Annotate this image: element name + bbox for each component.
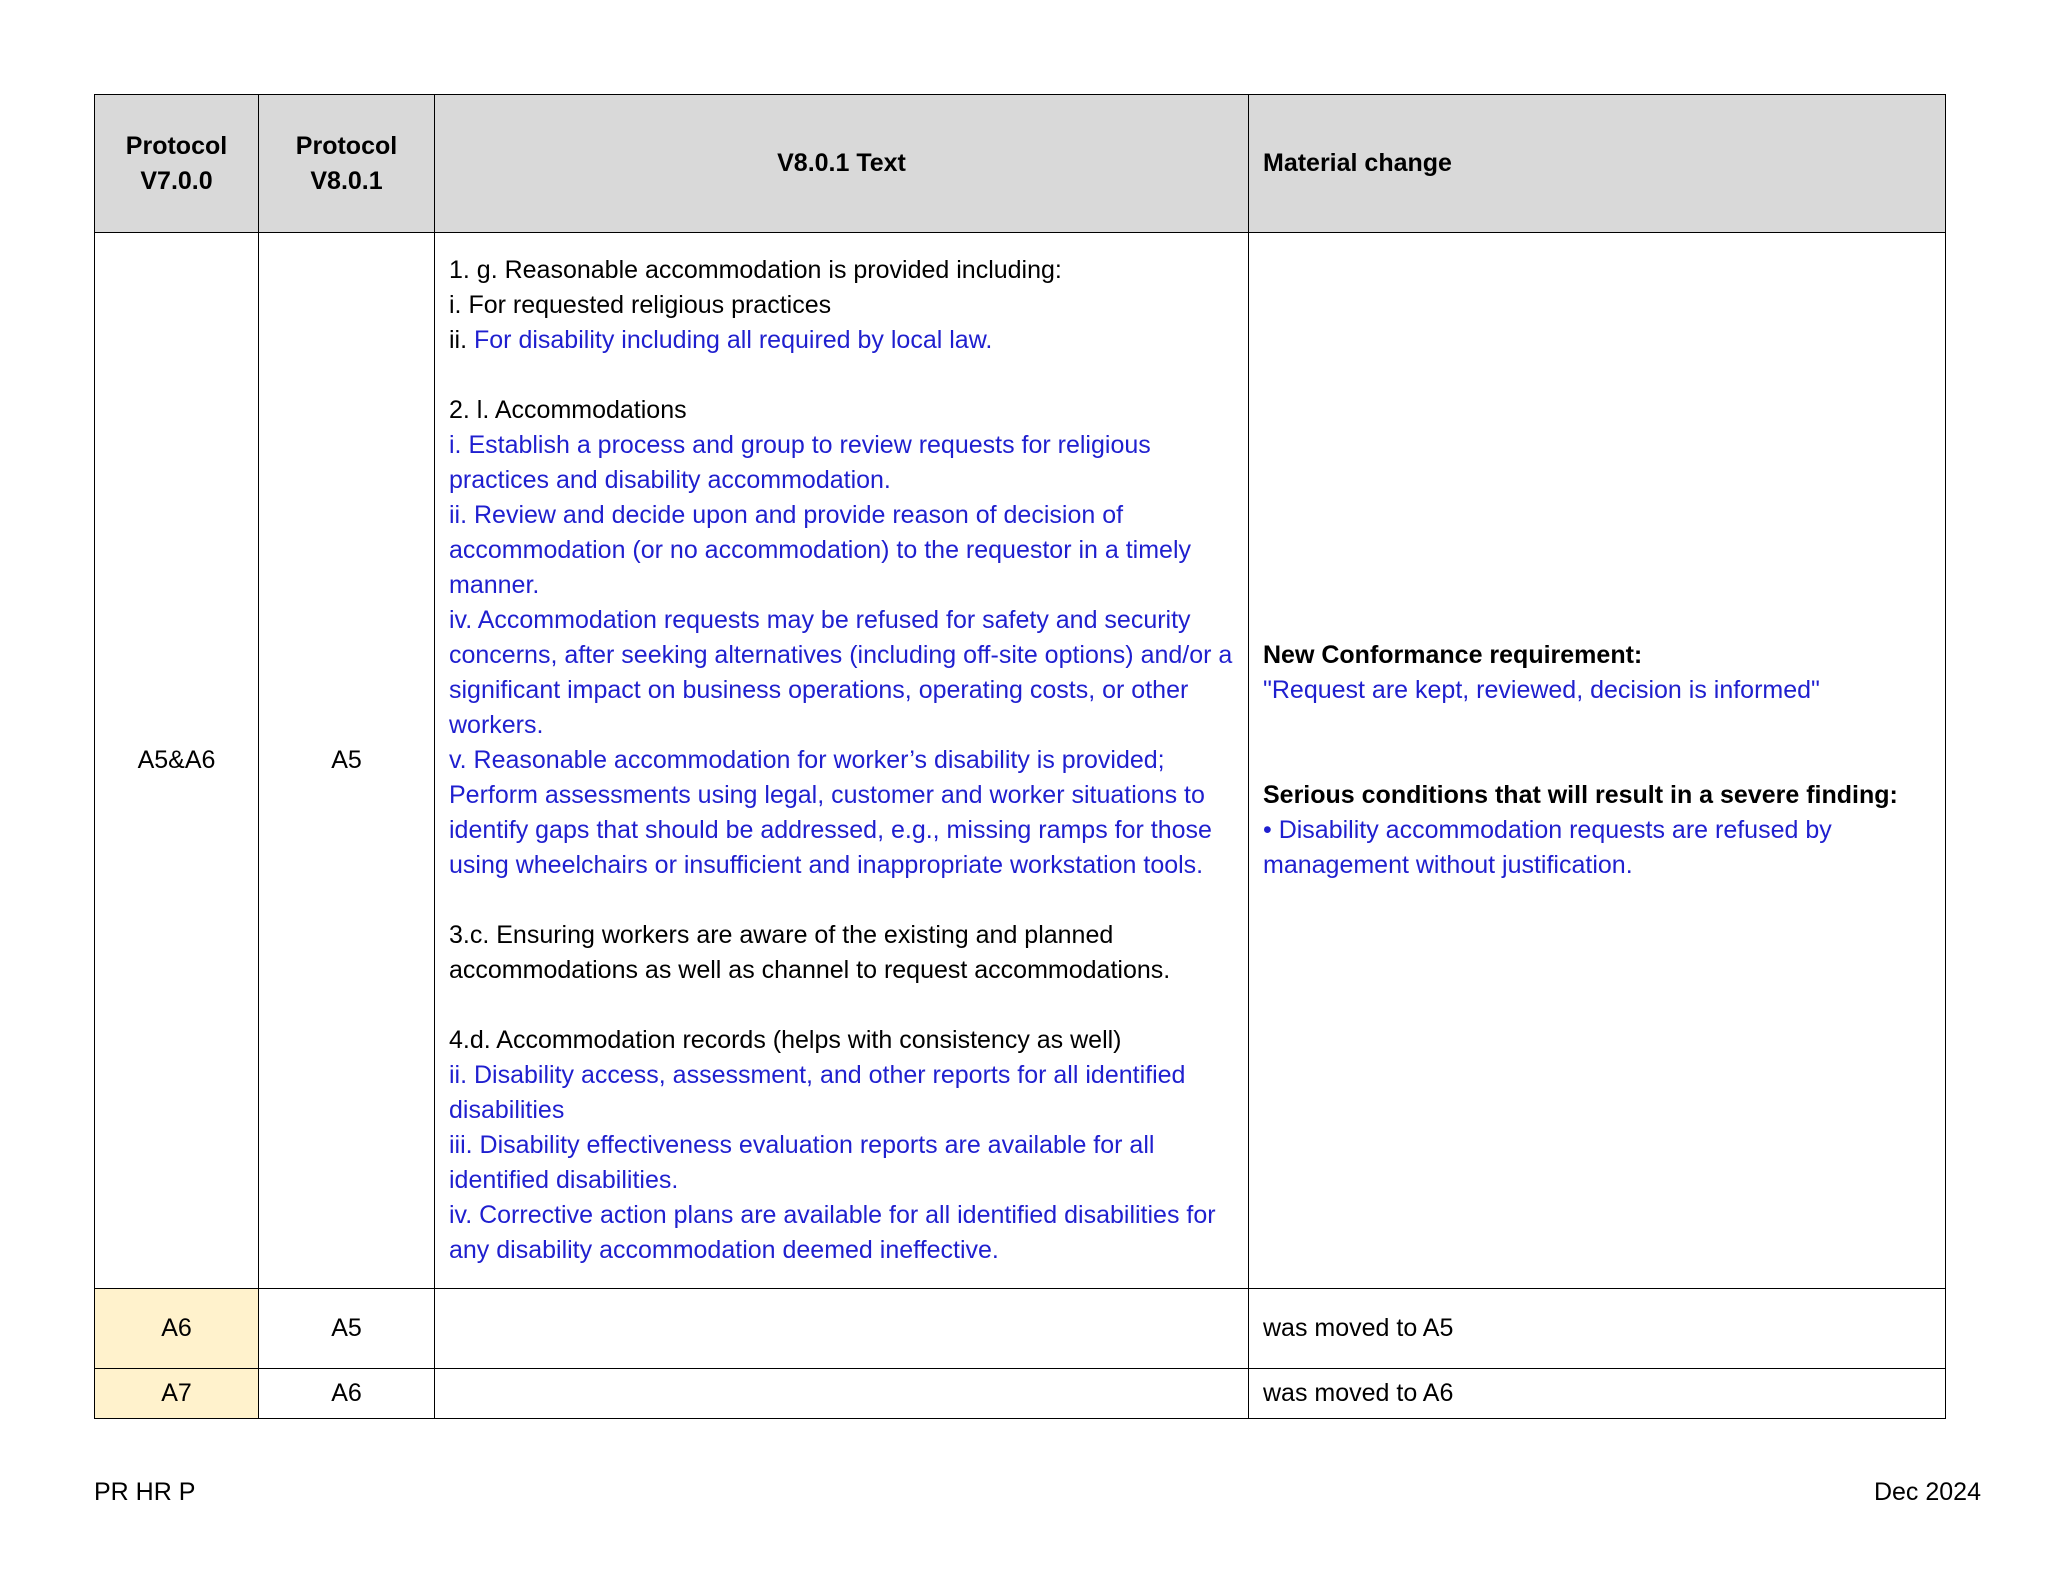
cell-v801-text [435,1369,1249,1419]
changed-text: iii. Disability effectiveness evaluation reports are available for all identified disabilities. [449,1131,1155,1194]
severe-finding-text: • Disability accommodation requests are refused by management without justification. [1263,816,1832,879]
cell-v801: A5 [259,1289,435,1369]
cell-v801-text [435,1289,1249,1369]
text-prefix: ii. [449,326,474,354]
table-header-row [95,95,1946,233]
severe-finding-heading: Serious conditions that will result in a severe finding: [1263,781,1898,809]
changed-text: iv. Accommodation requests may be refused for safety and security concerns, after seeking alternatives (including off-site options) and/or a significant impact on business operations, operating costs, or other workers. [449,606,1233,739]
text-line: 1. g. Reasonable accommodation is provided including: [449,256,1062,284]
cell-material-change: was moved to A5 [1249,1289,1946,1369]
cell-v700: A7 [95,1369,259,1419]
table-row [95,1369,1946,1419]
cell-material-change [1249,233,1946,1289]
footer-date: Dec 2024 [1873,1478,1981,1506]
header-material-change: Material change [1249,95,1946,233]
text-line: 2. l. Accommodations [449,396,687,424]
changed-text: i. Establish a process and group to review requests for religious practices and disability accommodation. [449,431,1151,494]
protocol-comparison-table [94,94,1946,1419]
changed-text: v. Reasonable accommodation for worker’s disability is provided; Perform assessments using legal, customer and worker situations to identify gaps that should be addressed, e.g., missing ramps for those using wheelchairs or insufficient and inappropriate workstation tools. [449,746,1212,879]
cell-v801: A6 [259,1369,435,1419]
cell-material-change: was moved to A6 [1249,1369,1946,1419]
changed-text: iv. Corrective action plans are available for all identified disabilities for any disability accommodation deemed ineffective. [449,1201,1216,1264]
conformance-text: "Request are kept, reviewed, decision is informed" [1263,676,1820,704]
text-line: 3.c. Ensuring workers are aware of the existing and planned accommodations as well as channel to request accommodations. [449,921,1171,984]
changed-text: For disability including all required by local law. [474,326,993,354]
text-line: i. For requested religious practices [449,291,832,319]
cell-v801-text [435,233,1249,1289]
table-row [95,1289,1946,1369]
changed-text: ii. Disability access, assessment, and other reports for all identified disabilities [449,1061,1186,1124]
table-row [95,233,1946,1289]
cell-v801: A5 [259,233,435,1289]
conformance-heading: New Conformance requirement: [1263,641,1643,669]
changed-text: ii. Review and decide upon and provide reason of decision of accommodation (or no accommodation) to the requestor in a timely manner. [449,501,1192,599]
header-v801-text: V8.0.1 Text [435,95,1249,233]
text-line: 4.d. Accommodation records (helps with consistency as well) [449,1026,1122,1054]
header-protocol-v801: Protocol V8.0.1 [259,95,435,233]
footer-document-code: PR HR P [94,1478,196,1506]
header-protocol-v700: Protocol V7.0.0 [95,95,259,233]
text-line [449,323,1234,358]
cell-v700: A5&A6 [95,233,259,1289]
cell-v700: A6 [95,1289,259,1369]
